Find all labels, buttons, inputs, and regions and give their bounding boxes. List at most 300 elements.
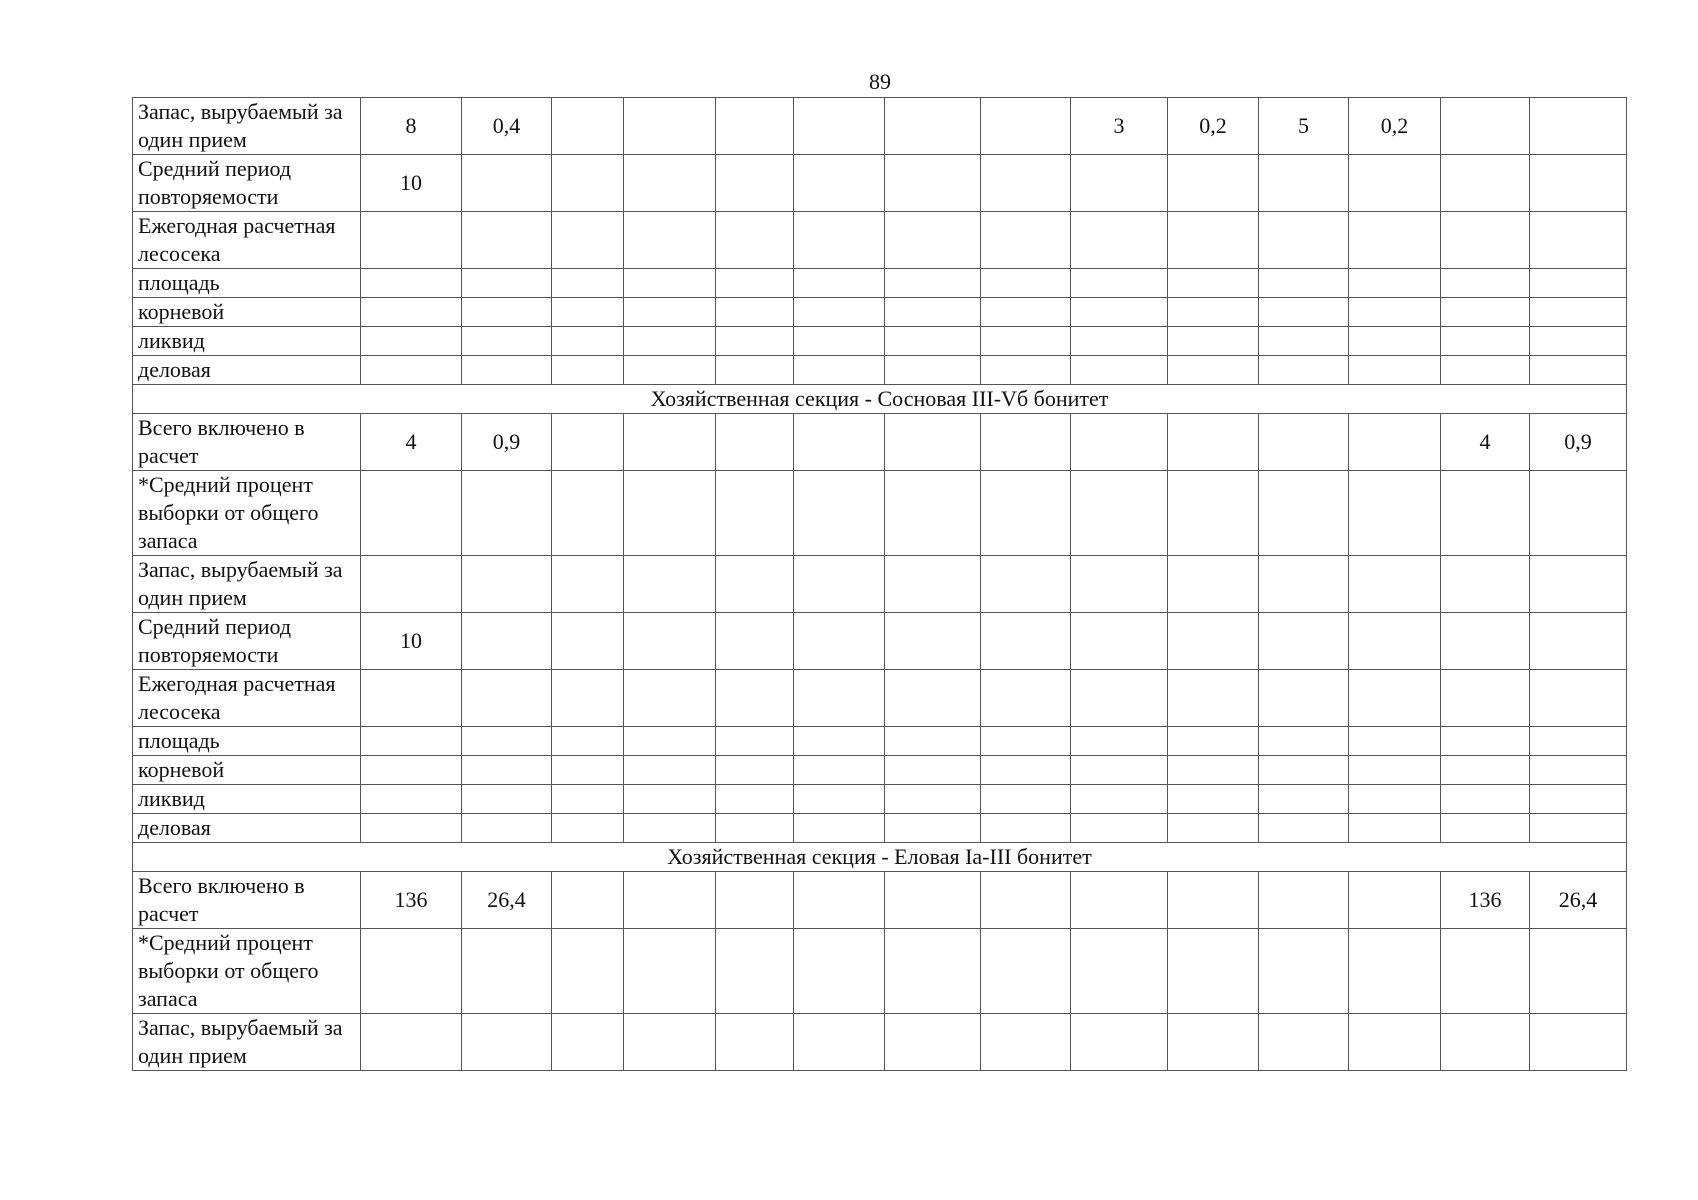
table-cell [552, 929, 624, 1014]
table-cell [552, 269, 624, 298]
table-cell [1259, 929, 1349, 1014]
table-cell [1071, 756, 1168, 785]
table-cell: 136 [1441, 872, 1530, 929]
table-cell [1530, 212, 1627, 269]
table-cell [1168, 212, 1259, 269]
table-cell [1071, 1014, 1168, 1071]
table-cell [981, 155, 1071, 212]
table-cell [981, 356, 1071, 385]
table-cell [1168, 756, 1259, 785]
table-cell [794, 212, 885, 269]
table-cell [1530, 613, 1627, 670]
table-row [133, 727, 1627, 756]
table-cell [1349, 269, 1441, 298]
table-cell [361, 670, 462, 727]
table-cell [885, 1014, 981, 1071]
table-cell [624, 929, 716, 1014]
table-cell [716, 356, 794, 385]
table-cell [462, 155, 552, 212]
table-cell [552, 727, 624, 756]
table-cell [1168, 298, 1259, 327]
table-cell [1349, 929, 1441, 1014]
table-cell [1530, 785, 1627, 814]
table-cell: 10 [361, 155, 462, 212]
table-row [133, 414, 1627, 471]
table-cell [1071, 929, 1168, 1014]
table-cell [624, 327, 716, 356]
table-cell [361, 269, 462, 298]
table-cell [716, 414, 794, 471]
table-cell [624, 155, 716, 212]
table-cell [1349, 727, 1441, 756]
table-cell [1259, 872, 1349, 929]
table-cell [716, 670, 794, 727]
row-label: ликвид [133, 327, 361, 356]
table-cell [1259, 414, 1349, 471]
row-label: Запас, вырубаемый за один прием [133, 1014, 361, 1071]
table-cell [361, 212, 462, 269]
table-cell [885, 727, 981, 756]
table-cell [1168, 356, 1259, 385]
table-cell [462, 670, 552, 727]
table-cell [624, 471, 716, 556]
table-cell [885, 613, 981, 670]
table-cell: 10 [361, 613, 462, 670]
table-cell: 0,4 [462, 98, 552, 155]
table-cell [1259, 298, 1349, 327]
table-cell [624, 670, 716, 727]
table-cell [1441, 727, 1530, 756]
table-cell [1168, 471, 1259, 556]
table-cell [361, 814, 462, 843]
table-cell [1441, 1014, 1530, 1071]
table-cell [552, 613, 624, 670]
table-cell [981, 471, 1071, 556]
table-cell [1259, 327, 1349, 356]
table-cell [1349, 414, 1441, 471]
table-cell: 0,9 [1530, 414, 1627, 471]
table-cell [885, 471, 981, 556]
table-cell [1530, 327, 1627, 356]
table-cell [361, 929, 462, 1014]
table-cell [552, 814, 624, 843]
table-cell [1168, 670, 1259, 727]
table-cell [361, 356, 462, 385]
table-cell [885, 785, 981, 814]
table-cell [1168, 155, 1259, 212]
table-cell [552, 670, 624, 727]
table-cell [1259, 556, 1349, 613]
table-cell [624, 212, 716, 269]
table-cell [624, 269, 716, 298]
table-cell [1349, 356, 1441, 385]
table-cell [1259, 212, 1349, 269]
table-cell [981, 269, 1071, 298]
table-cell [716, 212, 794, 269]
table-cell [624, 756, 716, 785]
table-cell [1168, 929, 1259, 1014]
table-cell [462, 756, 552, 785]
table-cell [1441, 785, 1530, 814]
row-label: Средний период повторяемости [133, 155, 361, 212]
table-cell: 3 [1071, 98, 1168, 155]
table-cell [1071, 212, 1168, 269]
table-cell [1441, 556, 1530, 613]
table-cell [1168, 414, 1259, 471]
table-cell [794, 929, 885, 1014]
table-cell [981, 613, 1071, 670]
table-cell [1259, 613, 1349, 670]
table-cell [552, 212, 624, 269]
table-cell [1259, 727, 1349, 756]
table-cell [885, 414, 981, 471]
table-cell [462, 212, 552, 269]
table-cell [624, 613, 716, 670]
table-cell [1349, 471, 1441, 556]
table-cell [1071, 727, 1168, 756]
table-cell [794, 356, 885, 385]
table-cell: 4 [361, 414, 462, 471]
table-cell [462, 327, 552, 356]
table-cell [1349, 613, 1441, 670]
table-cell [361, 298, 462, 327]
table-cell [462, 929, 552, 1014]
table-cell [794, 814, 885, 843]
table-cell [462, 471, 552, 556]
table-cell [462, 269, 552, 298]
table-cell [1071, 471, 1168, 556]
table-cell [981, 872, 1071, 929]
table-cell [1349, 298, 1441, 327]
table-cell [1349, 756, 1441, 785]
page-number: 89 [869, 69, 891, 94]
row-label: корневой [133, 298, 361, 327]
table-cell [716, 556, 794, 613]
table-cell [885, 269, 981, 298]
table-cell [1071, 670, 1168, 727]
table-cell [361, 327, 462, 356]
table-cell [1071, 414, 1168, 471]
table-cell [1168, 556, 1259, 613]
table-cell [885, 814, 981, 843]
section-title: Хозяйственная секция - Еловая Ia-III бонитет [133, 843, 1627, 872]
table-cell [1349, 872, 1441, 929]
table-cell [981, 556, 1071, 613]
table-cell [624, 727, 716, 756]
table-cell [462, 1014, 552, 1071]
table-cell [552, 98, 624, 155]
table-cell [1530, 98, 1627, 155]
table-cell [794, 727, 885, 756]
table-cell [716, 1014, 794, 1071]
table-cell [794, 785, 885, 814]
table-cell [361, 1014, 462, 1071]
table-cell [885, 556, 981, 613]
table-cell [462, 298, 552, 327]
table-cell [1071, 327, 1168, 356]
table-row [133, 1014, 1627, 1071]
table-cell [624, 298, 716, 327]
table-cell [462, 727, 552, 756]
table-row [133, 613, 1627, 670]
table-row [133, 872, 1627, 929]
table-cell [1349, 556, 1441, 613]
table-cell [361, 471, 462, 556]
table-cell [1530, 929, 1627, 1014]
table-cell [1441, 929, 1530, 1014]
table-cell [981, 814, 1071, 843]
table-row [133, 327, 1627, 356]
table-cell [716, 929, 794, 1014]
table-row [133, 155, 1627, 212]
table-cell [1530, 298, 1627, 327]
table-cell [1071, 269, 1168, 298]
table-cell [1168, 785, 1259, 814]
table-cell [1530, 356, 1627, 385]
table-cell [1168, 1014, 1259, 1071]
table-cell [552, 356, 624, 385]
table-cell [552, 327, 624, 356]
table-cell [716, 471, 794, 556]
table-cell [1071, 356, 1168, 385]
table-cell [1349, 814, 1441, 843]
table-cell [1441, 670, 1530, 727]
row-label: Всего включено в расчет [133, 872, 361, 929]
section-row [133, 385, 1627, 414]
table-cell [1349, 212, 1441, 269]
table-cell [1168, 872, 1259, 929]
table-cell: 0,2 [1349, 98, 1441, 155]
table-cell [1259, 471, 1349, 556]
table-cell [552, 155, 624, 212]
table-cell [1530, 1014, 1627, 1071]
row-label: корневой [133, 756, 361, 785]
table-cell [885, 929, 981, 1014]
table-cell [1259, 756, 1349, 785]
table-cell [552, 556, 624, 613]
table-cell [1441, 756, 1530, 785]
table-cell [624, 785, 716, 814]
row-label: Всего включено в расчет [133, 414, 361, 471]
table-cell [1530, 727, 1627, 756]
row-label: ликвид [133, 785, 361, 814]
table-cell: 8 [361, 98, 462, 155]
table-cell [624, 414, 716, 471]
table-cell [624, 1014, 716, 1071]
table-cell [716, 327, 794, 356]
table-cell [552, 298, 624, 327]
table-cell [1441, 98, 1530, 155]
table-cell [716, 298, 794, 327]
table-row [133, 471, 1627, 556]
table-cell [361, 756, 462, 785]
table-cell: 26,4 [462, 872, 552, 929]
table-cell [794, 756, 885, 785]
table-cell [1530, 155, 1627, 212]
table-cell [885, 872, 981, 929]
row-label: Средний период повторяемости [133, 613, 361, 670]
table-cell [1071, 556, 1168, 613]
table-cell [794, 872, 885, 929]
table-cell [1530, 556, 1627, 613]
table-cell [1441, 327, 1530, 356]
table-cell [981, 327, 1071, 356]
section-title: Хозяйственная секция - Сосновая III-Vб бонитет [133, 385, 1627, 414]
table-cell [1530, 269, 1627, 298]
table-cell [361, 556, 462, 613]
table-cell [361, 727, 462, 756]
row-label: Запас, вырубаемый за один прием [133, 98, 361, 155]
table-cell [624, 814, 716, 843]
table-row [133, 269, 1627, 298]
table-cell [1259, 356, 1349, 385]
table-cell [794, 670, 885, 727]
table-row [133, 98, 1627, 155]
row-label: площадь [133, 269, 361, 298]
table-cell [794, 98, 885, 155]
table-cell: 0,9 [462, 414, 552, 471]
table-cell [981, 298, 1071, 327]
table-cell [552, 1014, 624, 1071]
table-cell [1441, 155, 1530, 212]
table-cell [716, 872, 794, 929]
table-cell [981, 212, 1071, 269]
table-cell [885, 756, 981, 785]
table-cell [1071, 298, 1168, 327]
table-cell [716, 727, 794, 756]
table-cell [794, 556, 885, 613]
table-cell [462, 613, 552, 670]
table-cell [1349, 785, 1441, 814]
row-label: деловая [133, 814, 361, 843]
table-cell [1259, 670, 1349, 727]
row-label: Запас, вырубаемый за один прием [133, 556, 361, 613]
table-cell [1349, 1014, 1441, 1071]
table-cell [552, 414, 624, 471]
table-cell [981, 727, 1071, 756]
table-cell [624, 98, 716, 155]
table-cell [1441, 269, 1530, 298]
table-cell [1168, 814, 1259, 843]
table-cell [1071, 785, 1168, 814]
table-cell [981, 670, 1071, 727]
table-cell [1168, 613, 1259, 670]
table-cell [1530, 756, 1627, 785]
table-row [133, 356, 1627, 385]
table-cell [716, 155, 794, 212]
table-cell [1259, 1014, 1349, 1071]
table-cell [1441, 814, 1530, 843]
row-label: деловая [133, 356, 361, 385]
table-row [133, 929, 1627, 1014]
section-row [133, 843, 1627, 872]
table-cell [1071, 872, 1168, 929]
table-cell [716, 269, 794, 298]
table-cell [981, 1014, 1071, 1071]
table-cell [462, 814, 552, 843]
row-label: *Средний процент выборки от общего запаса [133, 929, 361, 1014]
table-cell [794, 327, 885, 356]
table-cell [794, 414, 885, 471]
table-cell [1071, 155, 1168, 212]
table-cell: 5 [1259, 98, 1349, 155]
table-row [133, 785, 1627, 814]
table-cell [885, 98, 981, 155]
table-cell [1530, 670, 1627, 727]
table-cell [794, 613, 885, 670]
table-cell [1259, 155, 1349, 212]
table-cell [552, 756, 624, 785]
table-cell: 0,2 [1168, 98, 1259, 155]
table-cell [361, 785, 462, 814]
table-cell [552, 785, 624, 814]
table-cell [794, 471, 885, 556]
table-cell [462, 356, 552, 385]
table-cell [624, 872, 716, 929]
table-cell [624, 556, 716, 613]
table-cell [462, 785, 552, 814]
table-cell [716, 613, 794, 670]
table-row [133, 814, 1627, 843]
row-label: Ежегодная расчетная лесосека [133, 670, 361, 727]
table-cell [1071, 814, 1168, 843]
table-cell [1349, 155, 1441, 212]
table-cell [885, 670, 981, 727]
table-row [133, 756, 1627, 785]
table-cell [1168, 269, 1259, 298]
table-cell [1168, 727, 1259, 756]
table-cell [794, 298, 885, 327]
table-cell [885, 327, 981, 356]
table-cell [462, 556, 552, 613]
table-row [133, 556, 1627, 613]
table-cell [1441, 471, 1530, 556]
table-cell [885, 212, 981, 269]
table-cell [624, 356, 716, 385]
table-cell [716, 98, 794, 155]
table-cell [885, 356, 981, 385]
table-cell [981, 414, 1071, 471]
table-cell: 4 [1441, 414, 1530, 471]
table-cell [1349, 670, 1441, 727]
table-cell [716, 814, 794, 843]
table-cell [794, 1014, 885, 1071]
table-cell [1530, 814, 1627, 843]
table-cell [716, 756, 794, 785]
forest-calculation-table [132, 97, 1627, 1071]
table-cell [1259, 814, 1349, 843]
table-cell [1071, 613, 1168, 670]
table-cell [981, 756, 1071, 785]
row-label: *Средний процент выборки от общего запаса [133, 471, 361, 556]
table-cell [1259, 785, 1349, 814]
table-cell [885, 298, 981, 327]
row-label: площадь [133, 727, 361, 756]
table-cell [1441, 356, 1530, 385]
table-cell [981, 98, 1071, 155]
table-row [133, 212, 1627, 269]
table-cell [552, 471, 624, 556]
table-cell [1349, 327, 1441, 356]
table-cell: 136 [361, 872, 462, 929]
table-cell [885, 155, 981, 212]
table-cell [1441, 613, 1530, 670]
table-cell [552, 872, 624, 929]
table-cell [1259, 269, 1349, 298]
table-cell [794, 155, 885, 212]
table-cell [716, 785, 794, 814]
table-cell: 26,4 [1530, 872, 1627, 929]
